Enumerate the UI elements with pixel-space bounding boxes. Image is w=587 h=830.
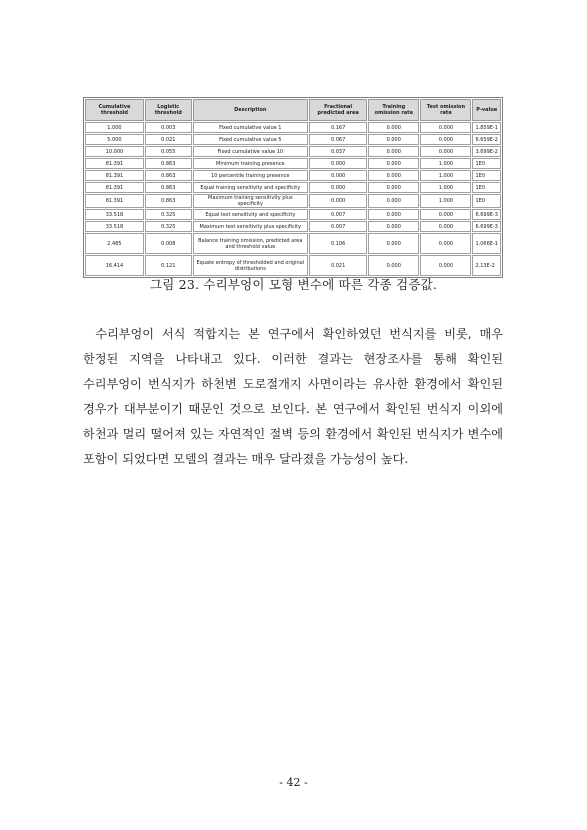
table-cell: 0.055 (145, 146, 192, 157)
table-cell: 0.000 (420, 233, 471, 254)
figure-caption: 그림 23. 수리부엉이 모형 변수에 따른 각종 검증값. (149, 277, 438, 292)
table-cell: 0.325 (145, 209, 192, 220)
table-cell: Maximum test sensitivity plus specificity (193, 221, 308, 232)
table-cell: 6.659E-2 (472, 134, 501, 145)
table-cell: Balance training omission, predicted area and threshold value (193, 233, 308, 254)
table-cell: 0.000 (368, 221, 419, 232)
table-cell: 0.000 (420, 255, 471, 276)
table-row (85, 134, 501, 145)
table-cell: 1E0 (472, 158, 501, 169)
table-cell: 0.007 (309, 221, 367, 232)
table-cell: Fixed cumulative value 1 (193, 122, 308, 133)
table-body (85, 122, 501, 276)
header-description: Description (193, 99, 308, 121)
table-cell: 0.000 (368, 122, 419, 133)
table-cell: 5.000 (85, 134, 144, 145)
table-row (85, 221, 501, 232)
table-cell: 0.863 (145, 158, 192, 169)
table-cell: 1.000 (420, 194, 471, 208)
header-cumulative-threshold: Cumulative threshold (85, 99, 144, 121)
table-cell: 2.485 (85, 233, 144, 254)
table-cell: 0.000 (368, 158, 419, 169)
table-cell: 81.391 (85, 170, 144, 181)
table-cell: 0.121 (145, 255, 192, 276)
table-cell: 0.008 (145, 233, 192, 254)
table-cell: 1E0 (472, 182, 501, 193)
table-cell: 0.000 (420, 122, 471, 133)
table-cell: Equal test sensitivity and specificity (193, 209, 308, 220)
table-cell: 1.000 (420, 182, 471, 193)
table-cell: 0.863 (145, 194, 192, 208)
header-p-value: P-value (472, 99, 501, 121)
table-cell: 0.000 (368, 194, 419, 208)
table-row (85, 158, 501, 169)
table-cell: Fixed cumulative value 5 (193, 134, 308, 145)
table-cell: 0.167 (309, 122, 367, 133)
table-cell: 10 percentile training presence (193, 170, 308, 181)
table-row (85, 233, 501, 254)
table-cell: Fixed cumulative value 10 (193, 146, 308, 157)
table-cell: 6.699E-3 (472, 221, 501, 232)
table-cell: 1E0 (472, 170, 501, 181)
table-cell: 33.518 (85, 209, 144, 220)
table-cell: 0.000 (420, 209, 471, 220)
table-row (85, 122, 501, 133)
header-fractional-predicted-area: Fractional predicted area (309, 99, 367, 121)
table-cell: 33.518 (85, 221, 144, 232)
table-cell: 0.000 (309, 194, 367, 208)
table-cell: 0.000 (420, 221, 471, 232)
table-row (85, 182, 501, 193)
table-cell: 0.000 (368, 255, 419, 276)
table-cell: 1.066E-1 (472, 233, 501, 254)
table-cell: 0.000 (368, 233, 419, 254)
body-text (83, 322, 503, 472)
table-cell: 3.699E-2 (472, 146, 501, 157)
header-test-omission-rate: Test omission rate (420, 99, 471, 121)
header-logistic-threshold: Logistic threshold (145, 99, 192, 121)
table-cell: 0.000 (420, 134, 471, 145)
table-cell: 0.021 (309, 255, 367, 276)
table-cell: 2.13E-2 (472, 255, 501, 276)
table-cell: 0.325 (145, 221, 192, 232)
header-training-omission-rate: Training omission rate (368, 99, 419, 121)
table-row (85, 209, 501, 220)
table-cell: 0.000 (309, 170, 367, 181)
results-table-container (83, 97, 503, 278)
table-cell: 1.000 (420, 170, 471, 181)
table-cell: 0.000 (368, 170, 419, 181)
table-cell: Maximum training sensitivity plus specificity (193, 194, 308, 208)
table-cell: Equal training sensitivity and specificity (193, 182, 308, 193)
table-cell: 0.863 (145, 182, 192, 193)
table-row (85, 194, 501, 208)
table-cell: 0.106 (309, 233, 367, 254)
table-row (85, 146, 501, 157)
table-row (85, 170, 501, 181)
table-cell: 0.000 (368, 209, 419, 220)
table-cell: 1E0 (472, 194, 501, 208)
table-cell: 0.021 (145, 134, 192, 145)
table-cell: 0.037 (309, 146, 367, 157)
table-cell: 81.391 (85, 158, 144, 169)
table-cell: 81.391 (85, 194, 144, 208)
table-cell: 0.007 (309, 209, 367, 220)
table-cell: 0.067 (309, 134, 367, 145)
table-cell: 0.000 (420, 146, 471, 157)
table-cell: 10.000 (85, 146, 144, 157)
table-header-row (85, 99, 501, 121)
table-cell: 0.000 (368, 182, 419, 193)
threshold-results-table (83, 97, 503, 278)
table-row (85, 255, 501, 276)
table-cell: 0.000 (309, 182, 367, 193)
table-cell: 0.003 (145, 122, 192, 133)
table-cell: Equate entropy of thresholded and original distributions (193, 255, 308, 276)
body-paragraph: 수리부엉이 서식 적합지는 본 연구에서 확인하였던 번식지를 비롯, 매우 한정된 지역을 나타내고 있다. 이러한 결과는 현장조사를 통해 확인된 수리부엉이 번식지가 하천변 도로절개지 사면이라는 유사한 환경에서 확인된 경우가 대부분이기 때문인 것으로 보인다. 본 연구에서 확인된 번식지 이외에 하천과 멀리 떨어져 있는 자연적인 절벽 등의 환경에서 확인된 번식지가 변수에 포함이 되었다면 모델의 결과는 매우 달라졌을 가능성이 높다. (83, 327, 503, 466)
table-cell: 16.414 (85, 255, 144, 276)
table-cell: 0.000 (309, 158, 367, 169)
table-cell: 81.391 (85, 182, 144, 193)
table-cell: 1.000 (85, 122, 144, 133)
table-cell: Minimum training presence (193, 158, 308, 169)
table-cell: 1.859E-1 (472, 122, 501, 133)
page-number: - 42 - (279, 776, 308, 789)
table-cell: 1.000 (420, 158, 471, 169)
table-cell: 6.699E-3 (472, 209, 501, 220)
table-cell: 0.863 (145, 170, 192, 181)
table-cell: 0.000 (368, 134, 419, 145)
table-cell: 0.000 (368, 146, 419, 157)
